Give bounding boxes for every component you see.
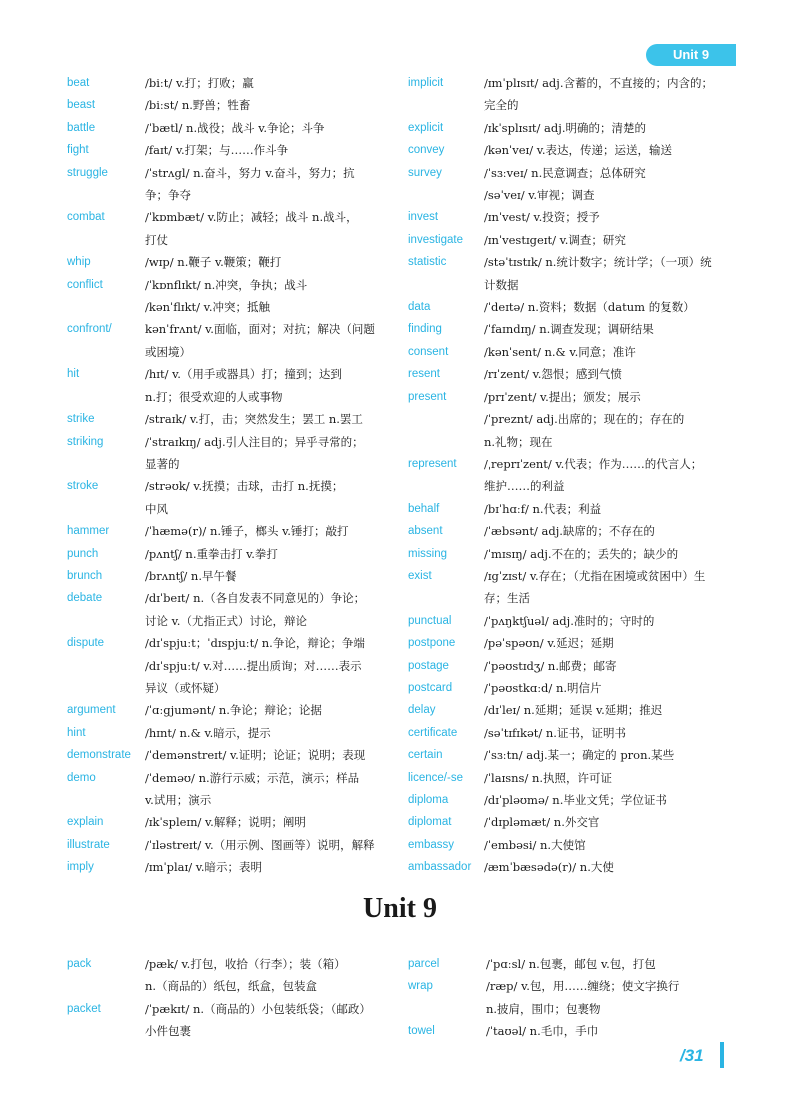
vocab-entry xyxy=(408,699,738,721)
vocab-definition xyxy=(484,318,738,340)
definition-line: /dɪˈspjuːt/ v.对……提出质询；对……表示 xyxy=(145,658,362,673)
vocab-word: confront/ xyxy=(67,323,112,336)
definition-line: /ˈdeməʊ/ n.游行示威；示范，演示；样品 xyxy=(145,770,360,785)
vocab-definition xyxy=(145,811,387,833)
vocab-entry xyxy=(67,162,387,207)
page-number: /31 xyxy=(680,1046,704,1065)
definition-line: /biːst/ n.野兽；牲畜 xyxy=(145,98,251,113)
vocab-definition xyxy=(484,498,738,520)
definition-line: /ˈpʌŋktʃuəl/ adj.准时的；守时的 xyxy=(484,613,655,628)
vocab-definition xyxy=(484,162,738,207)
vocab-word: absent xyxy=(408,525,443,538)
definition-line: n.（商品的）纸包，纸盒，包装盒 xyxy=(145,979,318,994)
definition-line: /ˈpækɪt/ n.（商品的）小包装纸袋；（邮政） xyxy=(145,1001,371,1016)
vocab-definition xyxy=(484,341,738,363)
vocab-entry xyxy=(408,565,738,610)
vocab-word: delay xyxy=(408,704,436,717)
vocab-definition xyxy=(145,998,387,1043)
vocab-word: beat xyxy=(67,77,90,89)
vocab-definition xyxy=(145,94,387,116)
vocab-entry xyxy=(408,789,738,811)
definition-line: n.打；很受欢迎的人或事物 xyxy=(145,389,283,404)
vocab-entry xyxy=(408,251,738,296)
vocab-entry xyxy=(408,229,738,251)
vocab-word: imply xyxy=(67,861,94,874)
definition-line: /rɪˈzent/ v.怨恨；感到气愤 xyxy=(484,367,622,382)
definition-line: 计数据 xyxy=(484,277,519,292)
vocab-word: missing xyxy=(408,547,447,560)
vocab-definition xyxy=(484,834,738,856)
vocab-word: statistic xyxy=(408,256,447,269)
vocab-entry xyxy=(408,834,738,856)
vocab-entry xyxy=(408,744,738,766)
vocab-word: diplomat xyxy=(408,816,452,829)
definition-line: /biːt/ v.打；打败；赢 xyxy=(145,76,254,90)
definition-line: /pʌntʃ/ n.重拳击打 v.拳打 xyxy=(145,546,278,561)
vocab-word: combat xyxy=(67,211,105,224)
definition-line: /hɪt/ v.（用手或器具）打；撞到；达到 xyxy=(145,367,342,382)
definition-line: 小件包裹 xyxy=(145,1024,191,1039)
vocab-definition xyxy=(145,363,387,408)
definition-line: /ˈfaɪndɪŋ/ n.调查发现；调研结果 xyxy=(484,322,654,337)
vocab-entry xyxy=(408,139,738,161)
vocab-word: diploma xyxy=(408,794,449,806)
vocab-word: certificate xyxy=(408,726,458,739)
definition-line: 维护……的利益 xyxy=(484,479,565,494)
vocab-word: explicit xyxy=(408,121,444,134)
definition-line: /ˈpəʊstkɑːd/ n.明信片 xyxy=(484,680,602,695)
vocab-entry xyxy=(408,543,738,565)
vocab-entry xyxy=(408,610,738,632)
definition-line: /stəˈtɪstɪk/ n.统计数字；统计学；（一项）统 xyxy=(484,255,712,270)
vocab-word: fight xyxy=(67,144,89,157)
definition-line: /wɪp/ n.鞭子 v.鞭策；鞭打 xyxy=(145,255,282,270)
definition-line: /ɪnˈvest/ v.投资；授予 xyxy=(484,210,600,225)
vocab-entry xyxy=(408,363,738,385)
definition-line: /ˈkɒnflɪkt/ n.冲突，争执；战斗 xyxy=(145,277,308,292)
vocab-definition xyxy=(145,408,387,430)
definition-line: /straɪk/ v.打，击；突然发生；罢工 n.罢工 xyxy=(145,412,363,427)
vocab-word: survey xyxy=(408,166,442,179)
vocab-word: finding xyxy=(408,323,442,336)
vocab-definition xyxy=(484,655,738,677)
vocab-definition xyxy=(484,699,738,721)
vocab-definition xyxy=(145,565,387,587)
vocab-entry xyxy=(408,117,738,139)
vocab-definition xyxy=(145,587,387,632)
vocab-word: resent xyxy=(408,368,440,381)
vocab-definition xyxy=(484,251,738,296)
vocab-word: behalf xyxy=(408,502,440,515)
vocab-definition xyxy=(145,632,387,699)
definition-line: /dɪˈpləʊmə/ n.毕业文凭；学位证书 xyxy=(484,793,667,807)
definition-line: /strəʊk/ v.抚摸；击球，击打 n.抚摸； xyxy=(145,479,344,494)
vocab-word: punch xyxy=(67,547,99,560)
definition-line: /ˈdɪpləmæt/ n.外交官 xyxy=(484,815,600,830)
vocab-word: parcel xyxy=(408,958,440,970)
vocab-definition xyxy=(145,206,387,251)
vocab-entry xyxy=(408,453,738,498)
vocab-word: hint xyxy=(67,726,86,739)
vocab-entry xyxy=(67,520,387,542)
definition-line: /brʌntʃ/ n.早午餐 xyxy=(145,568,237,583)
vocab-word: pack xyxy=(67,958,92,970)
vocab-entry xyxy=(408,1020,738,1042)
vocab-word: striking xyxy=(67,435,104,448)
vocab-entry xyxy=(408,341,738,363)
definition-line: /ˌreprɪˈzent/ v.代表；作为……的代言人； xyxy=(484,456,703,471)
definition-line: 存；生活 xyxy=(484,591,530,606)
definition-line: /səˈtɪfɪkət/ n.证书，证明书 xyxy=(484,725,626,740)
definition-line: /kənˈflɪkt/ v.冲突；抵触 xyxy=(145,300,270,315)
vocab-entry xyxy=(408,856,738,878)
definition-line: /ˈsɜːveɪ/ n.民意调查；总体研究 xyxy=(484,165,646,180)
vocab-definition xyxy=(484,610,738,632)
definition-line: /ˈpreznt/ adj.出席的；现在的；存在的 xyxy=(484,412,685,427)
vocab-entry xyxy=(67,117,387,139)
vocab-word: wrap xyxy=(408,980,433,993)
vocab-word: postcard xyxy=(408,681,453,694)
vocab-entry xyxy=(408,386,738,453)
vocab-entry xyxy=(67,363,387,408)
definition-line: 显著的 xyxy=(145,456,180,471)
vocab-definition xyxy=(484,543,738,565)
definition-line: /ɪnˈvestɪgeɪt/ v.调查；研究 xyxy=(484,232,626,247)
definition-line: /ˈɑːgjumənt/ n.争论；辩论；论据 xyxy=(145,703,322,718)
vocab-word: represent xyxy=(408,457,457,470)
definition-line: /ɪmˈplaɪ/ v.暗示；表明 xyxy=(145,860,263,875)
vocab-word: postage xyxy=(408,659,449,672)
vocab-definition xyxy=(486,953,738,975)
vocab-entry xyxy=(408,318,738,340)
definition-line: 异议（或怀疑） xyxy=(145,680,226,695)
vocab-word: certain xyxy=(408,749,443,762)
vocab-entry xyxy=(67,744,387,766)
vocab-entry xyxy=(67,543,387,565)
vocab-word: data xyxy=(408,301,431,314)
vocab-definition xyxy=(484,520,738,542)
vocab-column-right xyxy=(408,72,738,879)
vocab-word: licence/-se xyxy=(408,771,463,784)
vocab-entry xyxy=(67,856,387,878)
vocab-definition xyxy=(484,296,738,318)
vocab-word: postpone xyxy=(408,637,456,650)
definition-line: /ˈbætl/ n.战役；战斗 v.争论；斗争 xyxy=(145,120,325,135)
vocab-definition xyxy=(484,229,738,251)
vocab-entry xyxy=(67,722,387,744)
definition-line: /ˈstrʌgl/ n.奋斗，努力 v.奋斗，努力；抗 xyxy=(145,165,355,180)
vocab-word: invest xyxy=(408,211,439,224)
page-number-bar xyxy=(720,1042,724,1068)
vocab-word: hit xyxy=(67,368,80,381)
vocab-entry xyxy=(67,318,387,363)
vocab-definition xyxy=(484,72,738,117)
vocab-entry xyxy=(408,632,738,654)
vocab-definition xyxy=(484,453,738,498)
definition-line: /bɪˈhɑːf/ n.代表；利益 xyxy=(484,501,602,516)
vocab-entry xyxy=(408,206,738,228)
vocab-definition xyxy=(145,318,387,363)
definition-line: /dɪˈbeɪt/ n.（各自发表不同意见的）争论； xyxy=(145,591,366,606)
vocab-word: explain xyxy=(67,816,104,829)
definition-line: /ɪkˈsplɪsɪt/ adj.明确的；清楚的 xyxy=(484,120,646,135)
vocab-definition xyxy=(484,139,738,161)
definition-line: 中风 xyxy=(145,501,168,516)
definition-line: /ˈpɑːsl/ n.包裹，邮包 v.包，打包 xyxy=(486,957,656,971)
vocab-word: punctual xyxy=(408,614,452,627)
vocab-definition xyxy=(484,722,738,744)
definition-line: /ˈlaɪsns/ n.执照，许可证 xyxy=(484,770,613,785)
definition-line: /ˈhæmə(r)/ n.锤子，榔头 v.锤打；敲打 xyxy=(145,524,349,539)
vocab-definition xyxy=(145,251,387,273)
definition-line: /ˈtaʊəl/ n.毛巾，手巾 xyxy=(486,1024,599,1039)
vocab-definition xyxy=(145,722,387,744)
vocab-entry xyxy=(408,722,738,744)
vocab-word: brunch xyxy=(67,569,103,582)
vocab-definition xyxy=(484,856,738,878)
definition-line: n.披肩，围巾；包裹物 xyxy=(486,1001,601,1016)
vocab-entry xyxy=(67,811,387,833)
vocab-entry xyxy=(67,475,387,520)
definition-line: /kənˈsent/ n.& v.同意；准许 xyxy=(484,344,636,359)
vocab-definition xyxy=(484,677,738,699)
vocab-definition xyxy=(145,72,387,94)
vocab-word: beast xyxy=(67,99,96,112)
definition-line: /prɪˈzent/ v.提出；颁发；展示 xyxy=(484,389,641,404)
vocab-word: dispute xyxy=(67,637,105,650)
vocab-column-left xyxy=(67,72,387,879)
vocab-definition xyxy=(484,789,738,811)
vocab-word: ambassador xyxy=(408,861,472,874)
vocab-entry xyxy=(67,139,387,161)
vocab-word: investigate xyxy=(408,233,463,246)
vocab-definition xyxy=(484,632,738,654)
definition-line: /faɪt/ v.打架；与……作斗争 xyxy=(145,143,289,158)
definition-line: /ˈkɒmbæt/ v.防止；减轻；战斗 n.战斗， xyxy=(145,210,358,225)
vocab-word: present xyxy=(408,390,447,403)
vocab-entry xyxy=(67,632,387,699)
vocab-word: argument xyxy=(67,704,116,717)
vocab-definition xyxy=(145,834,387,856)
vocab-entry xyxy=(408,162,738,207)
vocab-word: towel xyxy=(408,1025,435,1038)
definition-line: /ˈæbsənt/ adj.缺席的；不存在的 xyxy=(484,524,655,539)
definition-line: n.礼物；现在 xyxy=(484,434,553,449)
definition-line: /ˈstraɪkɪŋ/ adj.引人注目的；异乎寻常的； xyxy=(145,434,364,449)
definition-line: /ˈdeɪtə/ n.资料；数据（datum 的复数） xyxy=(484,300,695,315)
definition-line: 完全的 xyxy=(484,98,519,113)
vocab-word: conflict xyxy=(67,278,103,291)
vocab-word: strike xyxy=(67,413,95,426)
definition-line: /ræp/ v.包，用……缠绕；使文字换行 xyxy=(486,979,680,994)
definition-line: /ˈpəʊstɪdʒ/ n.邮费；邮寄 xyxy=(484,658,617,673)
vocab-word: implicit xyxy=(408,77,444,89)
definition-line: /ɪmˈplɪsɪt/ adj.含蓄的，不直接的；内含的； xyxy=(484,76,714,90)
vocab-word: exist xyxy=(408,569,432,582)
vocab-entry xyxy=(408,655,738,677)
vocab-definition xyxy=(145,117,387,139)
vocab-word: stroke xyxy=(67,480,99,493)
vocab-definition xyxy=(484,206,738,228)
definition-line: 讨论 v.（尤指正式）讨论，辩论 xyxy=(145,613,307,628)
vocab-entry xyxy=(408,72,738,117)
vocab-entry xyxy=(67,431,387,476)
vocab-entry xyxy=(67,587,387,632)
vocab-entry xyxy=(67,94,387,116)
vocab-entry xyxy=(67,834,387,856)
vocab-word: struggle xyxy=(67,166,108,179)
definition-line: /səˈveɪ/ v.审视；调查 xyxy=(484,188,595,203)
definition-line: /ˈmɪsɪŋ/ adj.不在的；丢失的；缺少的 xyxy=(484,546,679,561)
vocab-definition xyxy=(145,139,387,161)
definition-line: v.试用；演示 xyxy=(145,793,212,807)
vocab-entry xyxy=(408,498,738,520)
vocab-word: demonstrate xyxy=(67,749,131,762)
definition-line: /ˈsɜːtn/ adj.某一；确定的 pron.某些 xyxy=(484,748,675,763)
vocab-word: debate xyxy=(67,592,103,605)
vocab-word: battle xyxy=(67,121,96,134)
vocab-definition xyxy=(484,363,738,385)
definition-line: /hɪnt/ n.& v.暗示，提示 xyxy=(145,725,271,740)
vocab-entry xyxy=(408,975,738,1020)
unit9-column-right xyxy=(408,953,738,1043)
definition-line: /ˈembəsi/ n.大使馆 xyxy=(484,837,586,852)
vocab-definition xyxy=(486,1020,738,1042)
vocab-entry xyxy=(67,206,387,251)
unit9-column-left xyxy=(67,953,387,1043)
vocab-word: embassy xyxy=(408,838,455,851)
vocab-entry xyxy=(67,998,387,1043)
vocab-entry xyxy=(408,520,738,542)
definition-line: /dɪˈspjuːt；ˈdɪspjuːt/ n.争论，辩论；争端 xyxy=(145,636,365,651)
vocab-definition xyxy=(145,856,387,878)
definition-line: 打仗 xyxy=(145,232,168,247)
vocab-definition xyxy=(145,162,387,207)
vocab-word: convey xyxy=(408,144,445,157)
vocab-definition xyxy=(145,475,387,520)
definition-line: /pæk/ v.打包，收拾（行李）；装（箱） xyxy=(145,957,346,971)
vocab-definition xyxy=(484,386,738,453)
vocab-definition xyxy=(486,975,738,1020)
definition-line: /æmˈbæsədə(r)/ n.大使 xyxy=(484,860,614,875)
vocab-entry xyxy=(408,953,738,975)
vocab-definition xyxy=(484,565,738,610)
definition-line: 争；争夺 xyxy=(145,188,191,203)
vocab-definition xyxy=(145,520,387,542)
vocab-word: consent xyxy=(408,345,449,358)
definition-line: /ˈdemənstreɪt/ v.证明；论证；说明；表现 xyxy=(145,748,366,763)
vocab-definition xyxy=(145,953,387,998)
vocab-entry xyxy=(67,953,387,998)
vocab-entry xyxy=(67,251,387,273)
definition-line: /kənˈveɪ/ v.表达，传递；运送，输送 xyxy=(484,143,673,158)
definition-line: /pəˈspəʊn/ v.延迟；延期 xyxy=(484,636,614,651)
vocab-definition xyxy=(484,744,738,766)
definition-line: /ˈɪləstreɪt/ v.（用示例、图画等）说明，解释 xyxy=(145,837,375,852)
vocab-definition xyxy=(484,767,738,789)
definition-line: /ɪkˈspleɪn/ v.解释；说明；阐明 xyxy=(145,815,306,830)
vocab-word: whip xyxy=(67,256,91,269)
vocab-definition xyxy=(145,431,387,476)
vocab-entry xyxy=(408,296,738,318)
vocab-word: demo xyxy=(67,771,96,784)
unit-badge: Unit 9 xyxy=(646,44,736,66)
vocab-entry xyxy=(67,72,387,94)
vocab-entry xyxy=(67,274,387,319)
vocab-definition xyxy=(145,699,387,721)
vocab-entry xyxy=(67,565,387,587)
definition-line: 或困境） xyxy=(145,344,191,359)
vocab-entry xyxy=(67,408,387,430)
vocab-definition xyxy=(484,117,738,139)
definition-line: /ɪgˈzɪst/ v.存在；（尤指在困境或贫困中）生 xyxy=(484,568,706,583)
vocab-word: hammer xyxy=(67,525,110,538)
vocab-entry xyxy=(408,677,738,699)
definition-line: /dɪˈleɪ/ n.延期；延误 v.延期；推迟 xyxy=(484,703,663,718)
vocab-definition xyxy=(484,811,738,833)
vocab-entry xyxy=(408,767,738,789)
vocab-definition xyxy=(145,543,387,565)
unit-heading: Unit 9 xyxy=(363,893,437,924)
vocab-definition xyxy=(145,767,387,812)
vocab-word: illustrate xyxy=(67,838,110,851)
definition-line: kənˈfrʌnt/ v.面临，面对；对抗；解决（问题 xyxy=(145,322,375,337)
vocab-entry xyxy=(408,811,738,833)
vocab-definition xyxy=(145,274,387,319)
vocab-entry xyxy=(67,767,387,812)
vocab-entry xyxy=(67,699,387,721)
vocab-word: packet xyxy=(67,1002,101,1015)
vocab-definition xyxy=(145,744,387,766)
